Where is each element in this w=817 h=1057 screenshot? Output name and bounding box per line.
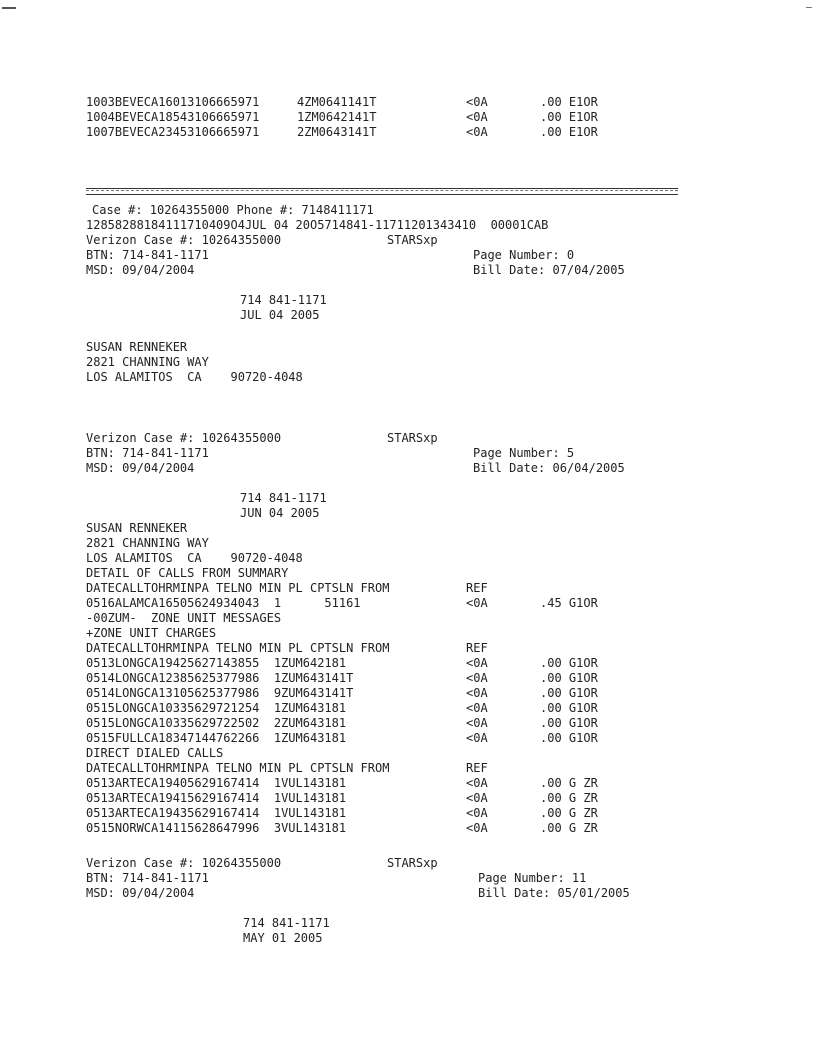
record-col3: <0A <box>466 110 488 124</box>
call-ref: <0A <box>466 716 488 730</box>
case-line: Case #: 10264355000 Phone #: 7148411171 <box>92 203 374 217</box>
call-ref: <0A <box>466 596 488 610</box>
record-col1: 1007BEVECA23453106665971 <box>86 125 260 139</box>
statement-date: MAY 01 2005 <box>243 931 323 945</box>
btn-line: BTN: 714-841-1171 <box>86 248 209 262</box>
call-row: 0513ARTECA19435629167414 1VUL143181 <box>86 806 347 820</box>
record-col4: .00 E1OR <box>540 125 598 139</box>
city-state-zip: LOS ALAMITOS CA 90720-4048 <box>86 370 303 384</box>
call-row: 0515LONGCA10335629721254 1ZUM643181 <box>86 701 347 715</box>
msd-line: MSD: 09/04/2004 <box>86 886 195 900</box>
call-ref: <0A <box>466 671 488 685</box>
ref-header: REF <box>466 761 488 775</box>
stars-label: STARSxp <box>387 233 438 247</box>
call-amount: .00 G1OR <box>540 656 598 670</box>
btn-line: BTN: 714-841-1171 <box>86 446 209 460</box>
column-header: DATECALLTOHRMINPA TELNO MIN PL CPTSLN FROM <box>86 761 390 775</box>
call-row: 0516ALAMCA16505624934043 1 51161 <box>86 596 361 610</box>
stars-label: STARSxp <box>387 431 438 445</box>
ref-header: REF <box>466 581 488 595</box>
page-number: Page Number: 11 <box>478 871 587 885</box>
record-col3: <0A <box>466 125 488 139</box>
customer-name: SUSAN RENNEKER <box>86 521 188 535</box>
call-amount: .45 G1OR <box>540 596 598 610</box>
phone-number: 714 841-1171 <box>240 491 327 505</box>
call-amount: .00 G ZR <box>540 776 598 790</box>
call-row: 0513LONGCA19425627143855 1ZUM642181 <box>86 656 347 670</box>
call-amount: .00 G1OR <box>540 686 598 700</box>
phone-number: 714 841-1171 <box>243 916 330 930</box>
call-row: 0514LONGCA13105625377986 9ZUM643141T <box>86 686 354 700</box>
call-amount: .00 G1OR <box>540 731 598 745</box>
call-amount: .00 G ZR <box>540 791 598 805</box>
call-amount: .00 G ZR <box>540 806 598 820</box>
bill-date: Bill Date: 05/01/2005 <box>478 886 630 900</box>
separator-rule <box>86 188 678 195</box>
call-row: 0515FULLCA18347144762266 1ZUM643181 <box>86 731 347 745</box>
record-col2: 2ZM0643141T <box>297 125 377 139</box>
verizon-case: Verizon Case #: 10264355000 <box>86 431 282 445</box>
bill-date: Bill Date: 07/04/2005 <box>473 263 625 277</box>
record-col3: <0A <box>466 95 488 109</box>
column-header: DATECALLTOHRMINPA TELNO MIN PL CPTSLN FROM <box>86 641 390 655</box>
record-col2: 1ZM0642141T <box>297 110 377 124</box>
page-number: Page Number: 0 <box>473 248 575 262</box>
call-ref: <0A <box>466 701 488 715</box>
call-ref: <0A <box>466 686 488 700</box>
call-row: 0513ARTECA19405629167414 1VUL143181 <box>86 776 347 790</box>
call-amount: .00 G1OR <box>540 701 598 715</box>
scan-speck <box>2 7 16 9</box>
call-ref: <0A <box>466 806 488 820</box>
record-col1: 1004BEVECA18543106665971 <box>86 110 260 124</box>
call-amount: .00 G ZR <box>540 821 598 835</box>
stars-label: STARSxp <box>387 856 438 870</box>
bill-date: Bill Date: 06/04/2005 <box>473 461 625 475</box>
code-line: 12858288184111710409O4JUL 04 20O5714841-11711201343410 00001CAB <box>86 218 549 232</box>
street-address: 2821 CHANNING WAY <box>86 355 209 369</box>
verizon-case: Verizon Case #: 10264355000 <box>86 233 282 247</box>
call-amount: .00 G1OR <box>540 716 598 730</box>
phone-number: 714 841-1171 <box>240 293 327 307</box>
statement-date: JUL 04 2005 <box>240 308 320 322</box>
record-col1: 1003BEVECA16013106665971 <box>86 95 260 109</box>
call-ref: <0A <box>466 776 488 790</box>
msd-line: MSD: 09/04/2004 <box>86 263 195 277</box>
msd-line: MSD: 09/04/2004 <box>86 461 195 475</box>
customer-name: SUSAN RENNEKER <box>86 340 188 354</box>
verizon-case: Verizon Case #: 10264355000 <box>86 856 282 870</box>
statement-date: JUN 04 2005 <box>240 506 320 520</box>
call-ref: <0A <box>466 731 488 745</box>
record-col4: .00 E1OR <box>540 95 598 109</box>
call-row: 0515NORWCA14115628647996 3VUL143181 <box>86 821 347 835</box>
zone-charges: +ZONE UNIT CHARGES <box>86 626 217 640</box>
call-ref: <0A <box>466 821 488 835</box>
call-row: 0513ARTECA19415629167414 1VUL143181 <box>86 791 347 805</box>
record-col4: .00 E1OR <box>540 110 598 124</box>
record-col2: 4ZM0641141T <box>297 95 377 109</box>
scan-speck <box>806 7 812 8</box>
column-header: DATECALLTOHRMINPA TELNO MIN PL CPTSLN FROM <box>86 581 390 595</box>
ref-header: REF <box>466 641 488 655</box>
city-state-zip: LOS ALAMITOS CA 90720-4048 <box>86 551 303 565</box>
call-ref: <0A <box>466 791 488 805</box>
zone-messages: -00ZUM- ZONE UNIT MESSAGES <box>86 611 282 625</box>
call-amount: .00 G1OR <box>540 671 598 685</box>
page-number: Page Number: 5 <box>473 446 575 460</box>
call-row: 0515LONGCA10335629722502 2ZUM643181 <box>86 716 347 730</box>
call-ref: <0A <box>466 656 488 670</box>
direct-dialed-title: DIRECT DIALED CALLS <box>86 746 224 760</box>
street-address: 2821 CHANNING WAY <box>86 536 209 550</box>
btn-line: BTN: 714-841-1171 <box>86 871 209 885</box>
call-row: 0514LONGCA12385625377986 1ZUM643141T <box>86 671 354 685</box>
detail-title: DETAIL OF CALLS FROM SUMMARY <box>86 566 289 580</box>
